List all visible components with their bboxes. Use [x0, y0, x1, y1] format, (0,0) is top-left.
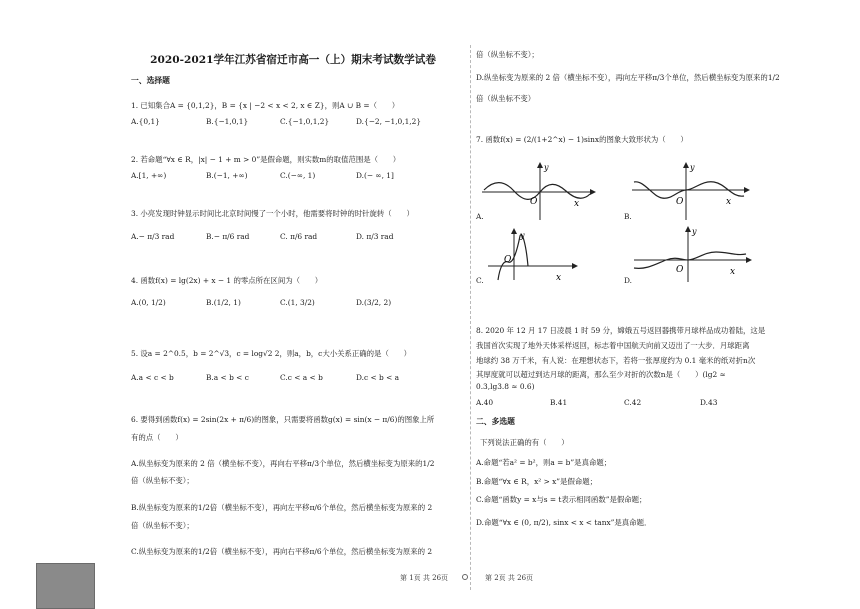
option-b: B.a < b < c: [206, 373, 249, 382]
y-axis-arrow: [537, 162, 543, 168]
question-6-stem-cont: 有的点（ ）: [131, 433, 183, 442]
y-label: y: [690, 163, 695, 172]
origin-label: O: [504, 255, 512, 265]
graph-d-label: D.: [624, 276, 633, 285]
y-axis-arrow: [683, 162, 689, 168]
graph-b: [628, 160, 752, 222]
x-axis-arrow: [590, 189, 596, 195]
graph-a-label: A.: [476, 212, 484, 221]
option-a: A.40: [476, 398, 494, 407]
question-4-options: [131, 298, 461, 310]
section-heading-choice: 一、选择题: [131, 76, 170, 85]
question-6-stem: 6. 要得到函数f(x) = 2sin(2x + π/6)的图象，只需要将函数g(x) = sin(x − π/6)的图象上所: [131, 415, 435, 424]
option-a: A.(0, 1/2): [131, 298, 166, 307]
option-b: B.(1/2, 1): [206, 298, 241, 307]
question-1-options: [131, 117, 461, 129]
option-c: C.(−∞, 1): [280, 171, 316, 180]
question-9-option-d: D.命题“∀x ∈ (0, π/2), sinx < x < tanx”是真命题．: [476, 518, 652, 527]
option-b: B.41: [550, 398, 568, 407]
question-9-option-c: C.命题“函数y = x与s = t表示相同函数”是假命题；: [476, 495, 647, 504]
option-d: D.(3/2, 2): [356, 298, 392, 307]
x-axis-arrow: [744, 187, 750, 193]
option-d: D.c < b < a: [356, 373, 400, 382]
question-6-option-a-cont: 倍（纵坐标不变）；: [131, 476, 194, 485]
origin-label: O: [530, 197, 538, 207]
question-8-line-3: 地球约 38 万千米，有人说：在理想状态下，若将一张厚度约为 0.1 毫米的纸对折n次: [476, 356, 756, 365]
binding-tab: [36, 563, 95, 609]
graph-c-label: C.: [476, 276, 484, 285]
origin-label: O: [676, 197, 684, 207]
question-5-options: [131, 373, 461, 385]
question-9-option-a: A.命题“若a² = b²，则a = b”是真命题；: [476, 458, 612, 467]
x-label: x: [556, 273, 562, 282]
origin-label: O: [676, 265, 684, 275]
question-9-option-b: B.命题“∀x ∈ R，x² > x”是假命题；: [476, 477, 598, 486]
question-6-option-b-cont: 倍（纵坐标不变）；: [131, 521, 194, 530]
option-d: D.(− ∞, 1]: [356, 171, 394, 180]
option-d: D.{−2, −1,0,1,2}: [356, 117, 422, 126]
option-c: C.(1, 3/2): [280, 298, 315, 307]
curve: [634, 182, 744, 199]
column-divider: [470, 45, 471, 590]
y-label: y: [520, 231, 525, 240]
question-3: 3. 小亮发现时钟显示时间比北京时间慢了一个小时，他需要将时钟的时针旋转（ ）: [131, 209, 414, 218]
page-title: 2020-2021学年江苏省宿迁市高一（上）期末考试数学试卷: [150, 54, 436, 66]
option-a: A.a < c < b: [131, 373, 174, 382]
x-label: x: [730, 267, 736, 277]
question-7: 7. 函数f(x) = (2/(1+2^x) − 1)sinx的图象大致形状为（ ）: [476, 135, 688, 144]
section-heading-multi: 二、多选题: [476, 417, 515, 426]
question-6-option-d-cont: 倍（纵坐标不变）: [476, 94, 536, 103]
footer-page-left: 第 1页 共 26页: [400, 574, 449, 582]
question-8-line-1: 8. 2020 年 12 月 17 日凌晨 1 时 59 分，嫦娥五号返回器携带月球样品成功着陆，这是: [476, 326, 766, 335]
option-d: D.43: [700, 398, 718, 407]
option-b: B.(−1, +∞): [206, 171, 248, 180]
question-6-option-a: A.纵坐标变为原来的 2 倍（横坐标不变），再向右平移π/3个单位，然后横坐标变为原来的1/2: [131, 459, 435, 468]
question-6-option-c: C.纵坐标变为原来的1/2倍（横坐标不变），再向右平移π/6个单位，然后横坐标变为原来的 2: [131, 547, 433, 556]
graph-d: [630, 224, 754, 284]
option-a: A.− π/3 rad: [131, 232, 175, 241]
question-8-options: [476, 398, 806, 410]
question-9-stem: 下列说法正确的有（ ）: [480, 438, 569, 447]
question-6-option-d: D.纵坐标变为原来的 2 倍（横坐标不变），再向左平移π/3个单位，然后横坐标变为原来的1/2: [476, 73, 780, 82]
question-6-option-b: B.纵坐标变为原来的1/2倍（横坐标不变），再向左平移π/6个单位，然后横坐标变为原来的 2: [131, 503, 433, 512]
question-6-option-c-cont: 倍（纵坐标不变）；: [476, 50, 539, 59]
y-label: y: [692, 227, 697, 236]
x-label: x: [574, 199, 580, 209]
y-label: y: [544, 163, 549, 172]
y-axis-arrow: [685, 226, 691, 232]
option-b: B.− π/6 rad: [206, 232, 250, 241]
graph-b-label: B.: [624, 212, 632, 221]
graph-c: [484, 226, 580, 282]
question-1: 1. 已知集合A = {0,1,2}，B = {x | −2 < x < 2, x ∈ Z}，则A ∪ B =（ ）: [131, 101, 400, 110]
question-2: 2. 若命题“∀x ∈ R，|x| − 1 + m > 0”是假命题，则实数m的取值范围是（ ）: [131, 155, 401, 164]
x-label: x: [726, 197, 732, 207]
question-5: 5. 设a = 2^0.5，b = 2^√3，c = log√2 2，则a，b，c大小关系正确的是（ ）: [131, 349, 412, 358]
page-separator-icon: [462, 574, 468, 580]
question-3-options: [131, 232, 461, 244]
option-a: A.{0,1}: [131, 117, 160, 126]
graph-a: [478, 160, 598, 222]
option-b: B.{−1,0,1}: [206, 117, 249, 126]
option-c: C.42: [624, 398, 642, 407]
option-c: C.{−1,0,1,2}: [280, 117, 330, 126]
x-axis-arrow: [746, 257, 752, 263]
option-d: D. π/3 rad: [356, 232, 394, 241]
option-a: A.[1, +∞): [131, 171, 167, 180]
x-axis-arrow: [572, 263, 578, 269]
question-4: 4. 函数f(x) = lg(2x) + x − 1 的零点所在区间为（ ）: [131, 276, 323, 285]
question-2-options: [131, 171, 461, 183]
question-8-line-2: 我国首次实现了地外天体采样返回，标志着中国航天向前又迈出了一大步．月球距离: [476, 341, 750, 350]
footer-page-right: 第 2页 共 26页: [485, 574, 534, 582]
option-c: C. π/6 rad: [280, 232, 318, 241]
curve: [498, 235, 528, 280]
question-8-line-4: 其厚度就可以超过到达月球的距离，那么至少对折的次数n是（ ）(lg2 ≈: [476, 370, 726, 379]
option-c: C.c < a < b: [280, 373, 323, 382]
question-8-line-5: 0.3,lg3.8 ≈ 0.6): [476, 382, 535, 391]
y-axis-arrow: [511, 228, 517, 234]
